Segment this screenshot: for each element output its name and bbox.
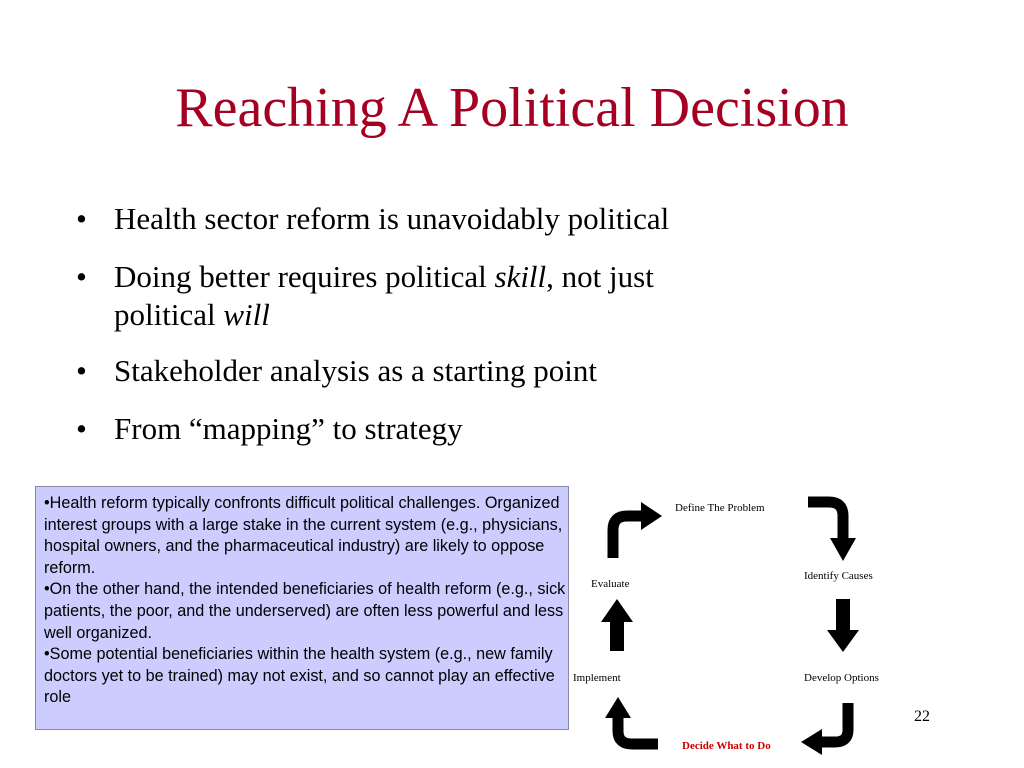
bullet-marker: •	[76, 201, 87, 236]
bullet-item	[74, 410, 914, 448]
cycle-step-evaluate: Evaluate	[591, 578, 630, 590]
arrow-decide-to-implement-icon	[605, 697, 658, 744]
arrow-identify-to-develop-icon	[827, 599, 859, 652]
bullet-item	[74, 352, 914, 390]
emphasis-will: will	[223, 297, 270, 332]
bullet-text: , not just	[546, 259, 654, 294]
bullet-marker: •	[76, 411, 87, 446]
note-paragraph: •Some potential beneficiaries within the health system (e.g., new family doctors yet to be trained) may not exist, and so cannot play an effective role	[44, 645, 555, 707]
notes-box	[35, 486, 569, 730]
cycle-step-define: Define The Problem	[675, 502, 765, 514]
cycle-arrows	[565, 488, 905, 763]
bullet-list	[74, 200, 914, 468]
bullet-text: From “mapping” to strategy	[114, 411, 463, 446]
bullet-marker: •	[76, 259, 87, 294]
bullet-item	[74, 258, 914, 334]
bullet-text: Health sector reform is unavoidably political	[114, 201, 670, 236]
cycle-step-decide: Decide What to Do	[682, 740, 771, 752]
slide-title: Reaching A Political Decision	[175, 77, 849, 139]
cycle-step-develop: Develop Options	[804, 672, 879, 684]
emphasis-skill: skill	[494, 259, 547, 294]
note-paragraph: •Health reform typically confronts difficult political challenges. Organized interest groups with a large stake in the current system (e.g., physicians, hospital owners, and the pharmaceutical industry) are likely to oppose reform.	[44, 494, 563, 577]
policy-cycle-diagram	[565, 488, 905, 763]
arrow-implement-to-evaluate-icon	[601, 599, 633, 651]
bullet-text: Stakeholder analysis as a starting point	[114, 353, 597, 388]
note-paragraph: •On the other hand, the intended beneficiaries of health reform (e.g., sick patients, the poor, and the underserved) are often less powerful and less well organized.	[44, 580, 566, 642]
arrow-evaluate-to-define-icon	[613, 502, 662, 558]
arrow-develop-to-decide-icon	[801, 703, 848, 755]
cycle-step-implement: Implement	[573, 672, 621, 684]
cycle-step-identify: Identify Causes	[804, 570, 873, 582]
bullet-item	[74, 200, 914, 238]
bullet-marker: •	[76, 353, 87, 388]
bullet-text: political	[114, 297, 224, 332]
bullet-text: Doing better requires political	[114, 259, 495, 294]
arrow-define-to-identify-icon	[808, 502, 856, 561]
page-number: 22	[914, 708, 930, 725]
